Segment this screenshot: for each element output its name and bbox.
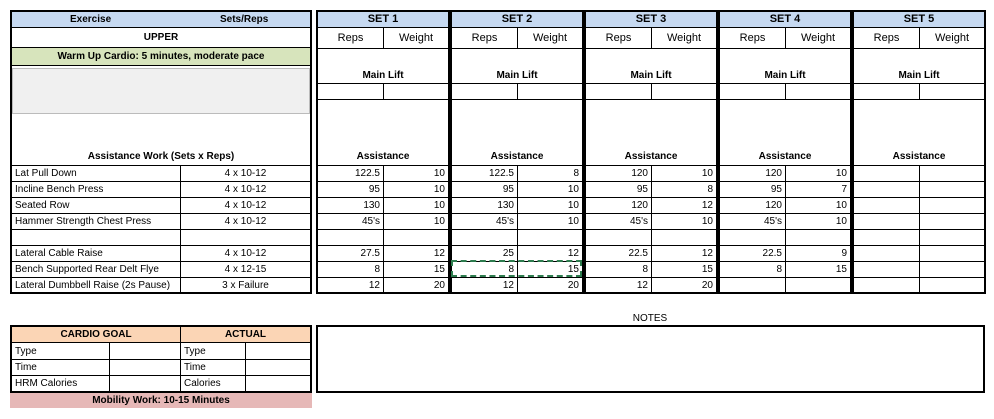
- reps-cell[interactable]: [854, 278, 919, 294]
- weight-cell[interactable]: [518, 230, 582, 246]
- reps-cell[interactable]: 12: [636, 280, 648, 291]
- row-divider: [452, 293, 582, 294]
- reps-cell[interactable]: 130: [363, 200, 380, 211]
- weight-cell[interactable]: [920, 230, 984, 246]
- cardio-actual-header: ACTUAL: [181, 327, 310, 342]
- reps-cell[interactable]: 45's: [361, 216, 380, 227]
- reps-cell[interactable]: 8: [642, 264, 648, 275]
- reps-cell[interactable]: 8: [776, 264, 782, 275]
- reps-cell[interactable]: [854, 166, 919, 182]
- set-title: SET 3: [586, 12, 716, 27]
- exercise-name[interactable]: [12, 230, 180, 246]
- assistance-label: Assistance: [490, 151, 544, 162]
- weight-cell[interactable]: 10: [567, 216, 579, 227]
- column-divider: [517, 83, 518, 99]
- exercise-scheme[interactable]: 4 x 12-15: [224, 264, 267, 275]
- reps-header: Reps: [605, 32, 632, 44]
- assistance-heading: Assistance Work (Sets x Reps): [87, 151, 235, 162]
- weight-cell[interactable]: 15: [433, 264, 445, 275]
- row-divider: [12, 293, 310, 294]
- reps-cell[interactable]: [854, 230, 919, 246]
- notes-label: NOTES: [632, 313, 668, 324]
- weight-cell[interactable]: 20: [433, 280, 445, 291]
- weight-cell[interactable]: 8: [707, 184, 713, 195]
- weight-cell[interactable]: 9: [841, 248, 847, 259]
- column-divider: [651, 166, 652, 292]
- reps-cell[interactable]: 25: [502, 248, 514, 259]
- column-divider: [383, 28, 384, 48]
- reps-cell[interactable]: [854, 262, 919, 278]
- reps-header: Reps: [337, 32, 364, 44]
- reps-cell[interactable]: [854, 198, 919, 214]
- main-lift-label: Main Lift: [764, 70, 806, 81]
- weight-cell[interactable]: [920, 166, 984, 182]
- weight-cell[interactable]: [786, 230, 850, 246]
- reps-cell[interactable]: [720, 278, 785, 294]
- column-divider: [383, 83, 384, 99]
- weight-cell[interactable]: 12: [701, 200, 713, 211]
- row-divider: [854, 99, 984, 100]
- main-lift-label: Main Lift: [898, 70, 940, 81]
- weight-cell[interactable]: 10: [701, 168, 713, 179]
- weight-header: Weight: [398, 32, 434, 44]
- weight-cell[interactable]: 10: [567, 200, 579, 211]
- row-divider: [586, 48, 716, 49]
- reps-cell[interactable]: 8: [374, 264, 380, 275]
- column-divider: [919, 166, 920, 292]
- reps-header: Reps: [873, 32, 900, 44]
- column-divider: [785, 28, 786, 48]
- cardio-actual-row[interactable]: Time: [184, 362, 206, 373]
- column-divider: [785, 83, 786, 99]
- weight-cell[interactable]: 10: [835, 216, 847, 227]
- reps-cell[interactable]: 130: [497, 200, 514, 211]
- row-divider: [452, 48, 582, 49]
- weight-cell[interactable]: [920, 214, 984, 230]
- weight-cell[interactable]: 12: [701, 248, 713, 259]
- weight-header: Weight: [666, 32, 702, 44]
- column-divider: [383, 166, 384, 292]
- selected-range[interactable]: [451, 260, 582, 277]
- notes-box[interactable]: [316, 325, 985, 393]
- assistance-label: Assistance: [758, 151, 812, 162]
- warm-up-cardio: Warm Up Cardio: 5 minutes, moderate pace: [12, 48, 310, 65]
- weight-cell[interactable]: [652, 230, 716, 246]
- reps-cell[interactable]: 122.5: [488, 168, 514, 179]
- reps-cell[interactable]: [318, 230, 383, 246]
- assistance-label: Assistance: [892, 151, 946, 162]
- reps-cell[interactable]: [854, 246, 919, 262]
- reps-cell[interactable]: 120: [631, 200, 648, 211]
- exercise-name[interactable]: Hammer Strength Chest Press: [15, 216, 152, 227]
- cardio-goal-row[interactable]: HRM Calories: [15, 378, 78, 389]
- weight-header: Weight: [934, 32, 970, 44]
- column-divider: [517, 28, 518, 48]
- reps-cell[interactable]: [854, 214, 919, 230]
- weight-cell[interactable]: 10: [433, 184, 445, 195]
- weight-cell[interactable]: 20: [701, 280, 713, 291]
- row-divider: [318, 99, 448, 100]
- column-divider: [919, 83, 920, 99]
- weight-cell[interactable]: [920, 262, 984, 278]
- exercise-name[interactable]: Lateral Cable Raise: [15, 248, 103, 259]
- weight-cell[interactable]: 10: [433, 200, 445, 211]
- reps-cell[interactable]: 45's: [495, 216, 514, 227]
- set-title: SET 2: [452, 12, 582, 27]
- row-divider: [586, 293, 716, 294]
- reps-cell[interactable]: 12: [502, 280, 514, 291]
- exercise-scheme[interactable]: 4 x 10-12: [224, 184, 267, 195]
- exercise-scheme[interactable]: 4 x 10-12: [224, 168, 267, 179]
- column-divider: [919, 28, 920, 48]
- weight-cell[interactable]: 10: [567, 184, 579, 195]
- exercise-scheme[interactable]: 4 x 10-12: [224, 200, 267, 211]
- weight-cell[interactable]: 10: [835, 200, 847, 211]
- reps-cell[interactable]: 12: [368, 280, 380, 291]
- row-divider: [318, 48, 448, 49]
- reps-cell[interactable]: [854, 182, 919, 198]
- row-divider: [720, 48, 850, 49]
- column-divider: [651, 28, 652, 48]
- exercise-scheme[interactable]: 4 x 10-12: [224, 216, 267, 227]
- exercise-name[interactable]: Lat Pull Down: [15, 168, 77, 179]
- reps-cell[interactable]: [586, 230, 651, 246]
- weight-cell[interactable]: 20: [567, 280, 579, 291]
- reps-cell[interactable]: 95: [502, 184, 514, 195]
- weight-cell[interactable]: 15: [835, 264, 847, 275]
- reps-cell[interactable]: 120: [765, 168, 782, 179]
- row-divider: [854, 48, 984, 49]
- reps-cell[interactable]: 95: [636, 184, 648, 195]
- cardio-actual-row[interactable]: Calories: [184, 378, 221, 389]
- weight-cell[interactable]: 10: [433, 168, 445, 179]
- row-divider: [720, 99, 850, 100]
- weight-cell[interactable]: 10: [835, 168, 847, 179]
- weight-cell[interactable]: [920, 182, 984, 198]
- weight-cell[interactable]: 10: [433, 216, 445, 227]
- column-divider: [651, 83, 652, 99]
- set-title: SET 5: [854, 12, 984, 27]
- reps-cell[interactable]: 45's: [763, 216, 782, 227]
- weight-cell[interactable]: [786, 278, 850, 294]
- column-divider: [180, 166, 181, 292]
- cardio-goal-row[interactable]: Time: [15, 362, 37, 373]
- weight-cell[interactable]: 15: [567, 264, 579, 275]
- exercise-name[interactable]: Lateral Dumbbell Raise (2s Pause): [15, 280, 171, 291]
- reps-cell[interactable]: 27.5: [360, 248, 380, 259]
- reps-cell[interactable]: 120: [765, 200, 782, 211]
- set-title: SET 4: [720, 12, 850, 27]
- exercise-scheme[interactable]: [181, 230, 310, 246]
- main-lift-label: Main Lift: [630, 70, 672, 81]
- exercise-header: Exercise: [70, 14, 112, 25]
- row-divider: [318, 293, 448, 294]
- weight-cell[interactable]: [384, 230, 448, 246]
- reps-cell[interactable]: 95: [368, 184, 380, 195]
- weight-header: Weight: [800, 32, 836, 44]
- cardio-goal-row[interactable]: Type: [15, 346, 37, 357]
- column-divider: [785, 166, 786, 292]
- reps-cell[interactable]: [720, 230, 785, 246]
- reps-cell[interactable]: 22.5: [628, 248, 648, 259]
- weight-cell[interactable]: 15: [701, 264, 713, 275]
- weight-header: Weight: [532, 32, 568, 44]
- main-lift-label: Main Lift: [496, 70, 538, 81]
- reps-cell[interactable]: [452, 230, 517, 246]
- reps-header: Reps: [471, 32, 498, 44]
- assistance-label: Assistance: [624, 151, 678, 162]
- main-lift-label: Main Lift: [362, 70, 404, 81]
- assistance-label: Assistance: [356, 151, 410, 162]
- reps-cell[interactable]: 45's: [629, 216, 648, 227]
- exercise-name[interactable]: Incline Bench Press: [15, 184, 104, 195]
- reps-header: Reps: [739, 32, 766, 44]
- weight-cell[interactable]: [920, 278, 984, 294]
- mobility-work: Mobility Work: 10-15 Minutes: [10, 393, 312, 408]
- weight-cell[interactable]: 12: [567, 248, 579, 259]
- reps-cell[interactable]: 120: [631, 168, 648, 179]
- exercise-name[interactable]: Seated Row: [15, 200, 70, 211]
- exercise-name[interactable]: Bench Supported Rear Delt Flye: [15, 264, 159, 275]
- main-lift-blank: [12, 68, 310, 114]
- reps-cell[interactable]: 95: [770, 184, 782, 195]
- row-divider: [586, 99, 716, 100]
- reps-cell[interactable]: 22.5: [762, 248, 782, 259]
- weight-cell[interactable]: [920, 246, 984, 262]
- weight-cell[interactable]: 12: [433, 248, 445, 259]
- cardio-actual-row[interactable]: Type: [184, 346, 206, 357]
- reps-cell[interactable]: 122.5: [354, 168, 380, 179]
- exercise-scheme[interactable]: 3 x Failure: [222, 280, 269, 291]
- weight-cell[interactable]: 8: [573, 168, 579, 179]
- reps-cell[interactable]: 8: [508, 264, 514, 275]
- set-title: SET 1: [318, 12, 448, 27]
- exercise-scheme[interactable]: 4 x 10-12: [224, 248, 267, 259]
- weight-cell[interactable]: 7: [841, 184, 847, 195]
- sets-reps-header: Sets/Reps: [220, 14, 269, 25]
- weight-cell[interactable]: [920, 198, 984, 214]
- row-divider: [854, 293, 984, 294]
- cardio-goal-header: CARDIO GOAL: [12, 327, 180, 342]
- row-divider: [452, 99, 582, 100]
- row-divider: [720, 293, 850, 294]
- weight-cell[interactable]: 10: [701, 216, 713, 227]
- upper-label: UPPER: [143, 32, 179, 43]
